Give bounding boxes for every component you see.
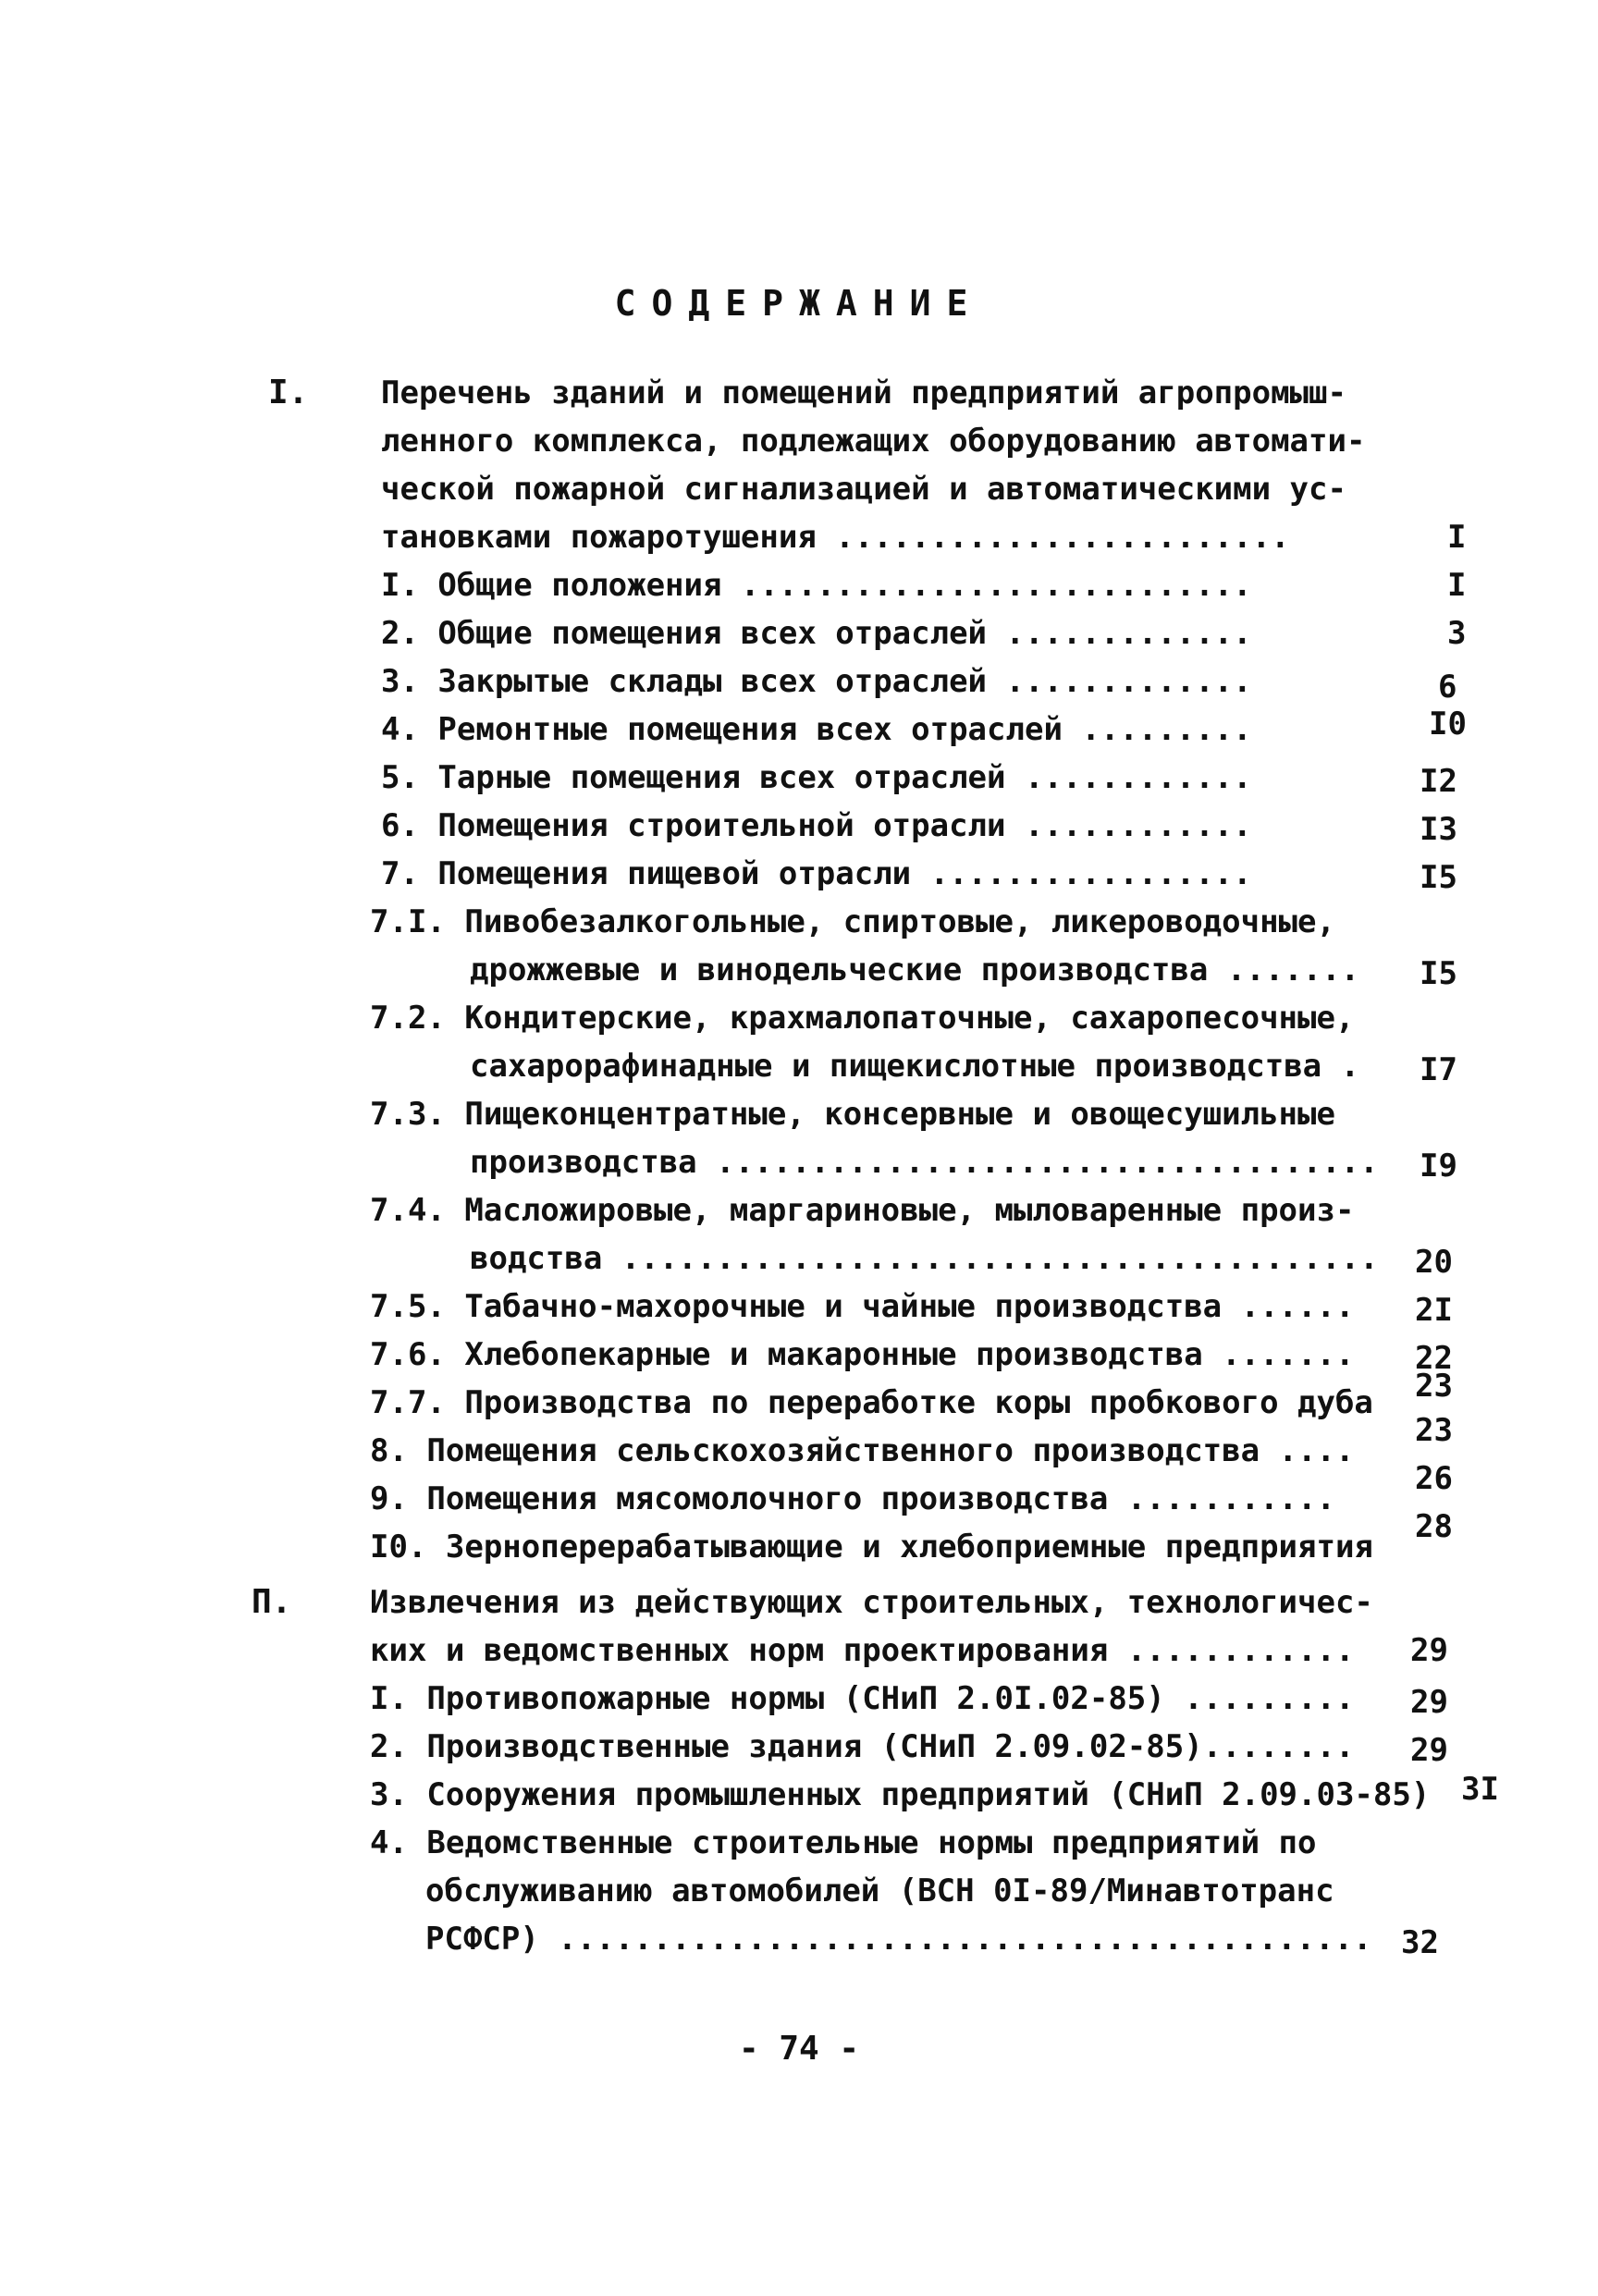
toc-entry: РСФСР) ........................................... <box>425 1921 1372 1958</box>
page-number: 3I <box>1461 1771 1499 1808</box>
toc-entry: I0. Зерноперерабатывающие и хлебоприемные предприятия <box>370 1529 1373 1565</box>
page-number: 29 <box>1410 1632 1448 1669</box>
page-number: I5 <box>1420 955 1457 992</box>
page-number: 29 <box>1410 1732 1448 1769</box>
page-number: I3 <box>1420 811 1457 848</box>
page-number: 22 <box>1415 1340 1453 1377</box>
page-number: I9 <box>1420 1148 1457 1185</box>
page-number: 2I <box>1415 1292 1453 1329</box>
page-number: 6 <box>1438 669 1457 706</box>
toc-entry: водства ........................................ <box>470 1240 1379 1277</box>
toc-entry: производства ................................... <box>470 1144 1379 1181</box>
page-number: 23 <box>1415 1368 1453 1405</box>
toc-entry: 2. Общие помещения всех отраслей ............. <box>381 615 1252 652</box>
toc-entry: 7.2. Кондитерские, крахмалопаточные, сахаропесочные, <box>370 1000 1355 1037</box>
toc-entry: 9. Помещения мясомолочного производства ........... <box>370 1480 1335 1517</box>
section-heading-line: Извлечения из действующих строительных, технологичес- <box>370 1584 1373 1621</box>
page-number: 3 <box>1447 615 1467 652</box>
toc-entry: 7.3. Пищеконцентратные, консервные и овощесушильные <box>370 1096 1335 1133</box>
toc-entry: 7.7. Производства по переработке коры пробкового дуба <box>370 1384 1373 1421</box>
section-heading-line: тановками пожаротушения ........................ <box>381 519 1290 556</box>
page-title: СОДЕРЖАНИЕ <box>614 283 984 324</box>
section-number: I. <box>268 374 309 411</box>
toc-entry: 2. Производственные здания (СНиП 2.09.02-85)........ <box>370 1728 1355 1765</box>
toc-entry: 7.6. Хлебопекарные и макаронные производства ....... <box>370 1336 1355 1373</box>
section-heading-line: ленного комплекса, подлежащих оборудованию автомати- <box>381 423 1366 460</box>
page-number: 29 <box>1410 1684 1448 1721</box>
toc-entry: 4. Ведомственные строительные нормы предприятий по <box>370 1824 1317 1861</box>
toc-entry: 7. Помещения пищевой отрасли ................. <box>381 855 1252 892</box>
toc-entry: 6. Помещения строительной отрасли ............ <box>381 807 1252 844</box>
toc-entry: 4. Ремонтные помещения всех отраслей ......... <box>381 711 1252 748</box>
page-number: I2 <box>1420 763 1457 800</box>
section-heading-line: Перечень зданий и помещений предприятий агропромыш- <box>381 374 1346 411</box>
section-heading-line: ческой пожарной сигнализацией и автоматическими ус- <box>381 471 1346 508</box>
page-footer-number: - 74 - <box>738 2030 860 2068</box>
page-number: I5 <box>1420 859 1457 896</box>
toc-entry: I. Общие положения ........................... <box>381 567 1252 604</box>
page-number: I0 <box>1429 706 1467 743</box>
toc-entry: 7.I. Пивобезалкогольные, спиртовые, ликероводочные, <box>370 903 1335 940</box>
page-number: 23 <box>1415 1412 1453 1449</box>
page-number: 28 <box>1415 1508 1453 1545</box>
toc-entry: сахарорафинадные и пищекислотные производства . <box>470 1048 1360 1085</box>
toc-entry: 3. Закрытые склады всех отраслей ............. <box>381 663 1252 700</box>
toc-entry: I. Противопожарные нормы (СНиП 2.0I.02-85) ......... <box>370 1680 1355 1717</box>
toc-entry: 5. Тарные помещения всех отраслей ............ <box>381 759 1252 796</box>
page-number: 32 <box>1401 1924 1439 1961</box>
toc-entry: дрожжевые и винодельческие производства ....... <box>470 952 1360 988</box>
section-heading-line: ких и ведомственных норм проектирования ............ <box>370 1632 1355 1669</box>
page-number: I7 <box>1420 1051 1457 1088</box>
toc-entry: обслуживанию автомобилей (ВСН 0I-89/Минавтотранс <box>425 1872 1334 1909</box>
page-number: 26 <box>1415 1460 1453 1497</box>
toc-entry: 7.4. Масложировые, маргариновые, мыловаренные произ- <box>370 1192 1355 1229</box>
page-number: I <box>1447 519 1467 556</box>
toc-entry: 7.5. Табачно-махорочные и чайные производства ...... <box>370 1288 1355 1325</box>
toc-entry: 3. Сооружения промышленных предприятий (СНиП 2.09.03-85) <box>370 1776 1431 1813</box>
page-number: I <box>1447 567 1467 604</box>
page-number: 20 <box>1415 1244 1453 1281</box>
toc-entry: 8. Помещения сельскохозяйственного производства .... <box>370 1432 1355 1469</box>
section-number: П. <box>252 1583 292 1621</box>
